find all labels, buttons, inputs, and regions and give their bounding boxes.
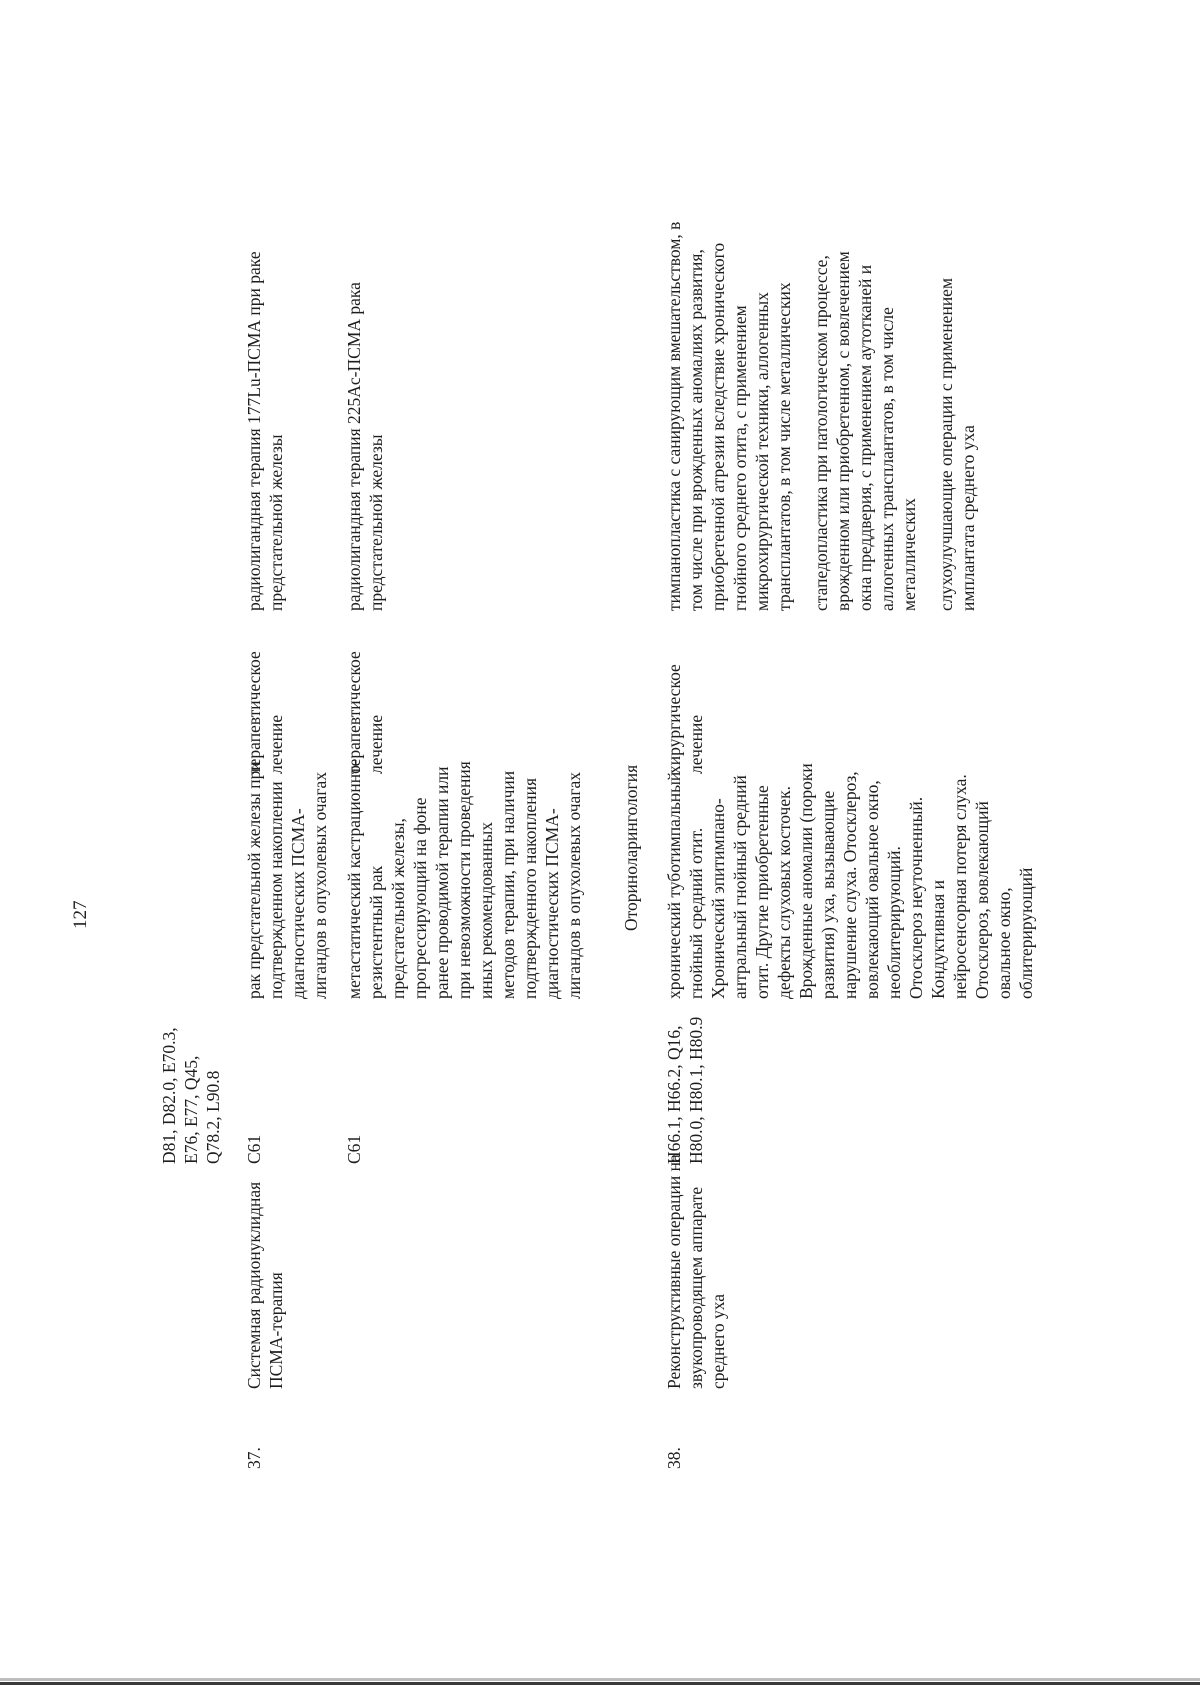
diagnosis-line: необлитерирующий. xyxy=(884,846,904,999)
diagnosis-line: антральный гнойный средний xyxy=(730,775,750,999)
diagnosis-line: при невозможности проведения xyxy=(454,761,474,999)
treatment-line: терапевтическое xyxy=(244,651,264,774)
row-number: 37. xyxy=(244,1447,264,1469)
row-title-line: Системная радионуклидная xyxy=(244,1181,264,1389)
diagnosis-line: вовлекающий овальное окно, xyxy=(862,780,882,999)
diagnosis-line: диагностических ПСМА- xyxy=(288,808,308,999)
diagnosis-line: рак предстательной железы при xyxy=(244,761,264,999)
diagnosis-line: облитерирующий xyxy=(1016,867,1036,999)
row-number: 38. xyxy=(664,1447,684,1469)
row-title-line: Реконструктивные операции на xyxy=(664,1154,684,1389)
method-line: стапедопластика при патологическом процессе, xyxy=(811,255,831,611)
diagnosis-line: резистентный рак xyxy=(366,865,386,999)
method-line: слухоулучшающие операции с применением xyxy=(936,277,956,611)
code-line: H80.0, H80.1, H80.9 xyxy=(686,1016,706,1164)
diagnosis-line: нарушение слуха. Отосклероз, xyxy=(840,771,860,999)
diagnosis-line: диагностических ПСМА- xyxy=(542,808,562,999)
code-line: D81, D82.0, E70.3, xyxy=(159,1027,179,1164)
code-line: Q78.2, L90.8 xyxy=(203,1070,223,1164)
treatment-line: лечение xyxy=(366,714,386,774)
diagnosis-line: Отосклероз неуточненный. xyxy=(906,796,926,999)
method-line: предстательной железы xyxy=(366,434,386,611)
diagnosis-line: отит. Другие приобретенные xyxy=(752,785,772,999)
code-cell: C61 xyxy=(344,1134,364,1164)
method-line: металлических xyxy=(899,498,919,611)
diagnosis-line: прогрессирующий на фоне xyxy=(410,797,430,999)
page-number: 127 xyxy=(70,900,91,929)
diagnosis-line: предстательной железы, xyxy=(388,818,408,999)
code-cell: C61 xyxy=(244,1134,264,1164)
diagnosis-line: хронический туботимпальный xyxy=(664,771,684,999)
diagnosis-line: ранее проводимой терапии или xyxy=(432,766,452,999)
method-line: радиолигандная терапия 225Ac-ПСМА рака xyxy=(344,282,364,611)
diagnosis-line: метастатический кастрационно- xyxy=(344,759,364,999)
diagnosis-line: лигандов в опухолевых очагах xyxy=(564,771,584,999)
treatment-line: хирургическое xyxy=(664,664,684,774)
diagnosis-line: Кондуктивная и xyxy=(928,879,948,999)
code-line: H66.1, H66.2, Q16, xyxy=(664,1025,684,1164)
diagnosis-line: подтвержденном накоплении xyxy=(266,781,286,999)
diagnosis-line: нейросенсорная потеря слуха. xyxy=(950,774,970,999)
row-title-line: среднего уха xyxy=(708,1294,728,1389)
method-line: окна преддверия, с применением аутотканей и xyxy=(855,264,875,611)
diagnosis-line: методов терапии, при наличии xyxy=(498,770,518,999)
diagnosis-line: развития) уха, вызывающие xyxy=(818,790,838,999)
method-line: предстательной железы xyxy=(266,434,286,611)
treatment-line: лечение xyxy=(266,714,286,774)
diagnosis-line: дефекты слуховых косточек. xyxy=(774,786,794,999)
method-line: врожденном или приобретенном, с вовлечением xyxy=(833,251,853,611)
method-line: радиолигандная терапия 177Lu-ПСМА при раке xyxy=(244,251,264,611)
diagnosis-line: подтвержденного накопления xyxy=(520,777,540,999)
diagnosis-line: лигандов в опухолевых очагах xyxy=(310,771,330,999)
method-line: тимпанопластика с санирующим вмешательством, в xyxy=(664,221,684,611)
diagnosis-line: Отосклероз, вовлекающий xyxy=(972,801,992,999)
section-heading: Оториноларингология xyxy=(621,764,641,931)
diagnosis-line: овальное окно, xyxy=(994,887,1014,999)
method-line: приобретенной атрезии вследствие хронического xyxy=(708,242,728,611)
scan-edge-line xyxy=(0,1682,1200,1685)
row-title-line: ПСМА-терапия xyxy=(266,1272,286,1389)
diagnosis-line: гнойный средний отит. xyxy=(686,827,706,999)
row-title-line: звукопроводящем аппарате xyxy=(686,1186,706,1389)
method-line: гнойного среднего отита, с применением xyxy=(730,305,750,611)
diagnosis-line: иных рекомендованных xyxy=(476,821,496,999)
diagnosis-line: Хронический эпитимпано- xyxy=(708,798,728,999)
treatment-line: терапевтическое xyxy=(344,651,364,774)
treatment-line: лечение xyxy=(686,714,706,774)
method-line: имплантата среднего уха xyxy=(958,425,978,611)
scan-edge-shadow xyxy=(0,1678,1200,1681)
diagnosis-line: Врожденные аномалии (пороки xyxy=(796,763,816,999)
method-line: аллогенных трансплантатов, в том числе xyxy=(877,307,897,611)
code-line: E76, E77, Q45, xyxy=(181,1055,201,1164)
method-line: трансплантатов, в том числе металлических xyxy=(774,282,794,611)
method-line: микрохирургической техники, аллогенных xyxy=(752,292,772,611)
method-line: том числе при врожденных аномалиях развития, xyxy=(686,249,706,611)
